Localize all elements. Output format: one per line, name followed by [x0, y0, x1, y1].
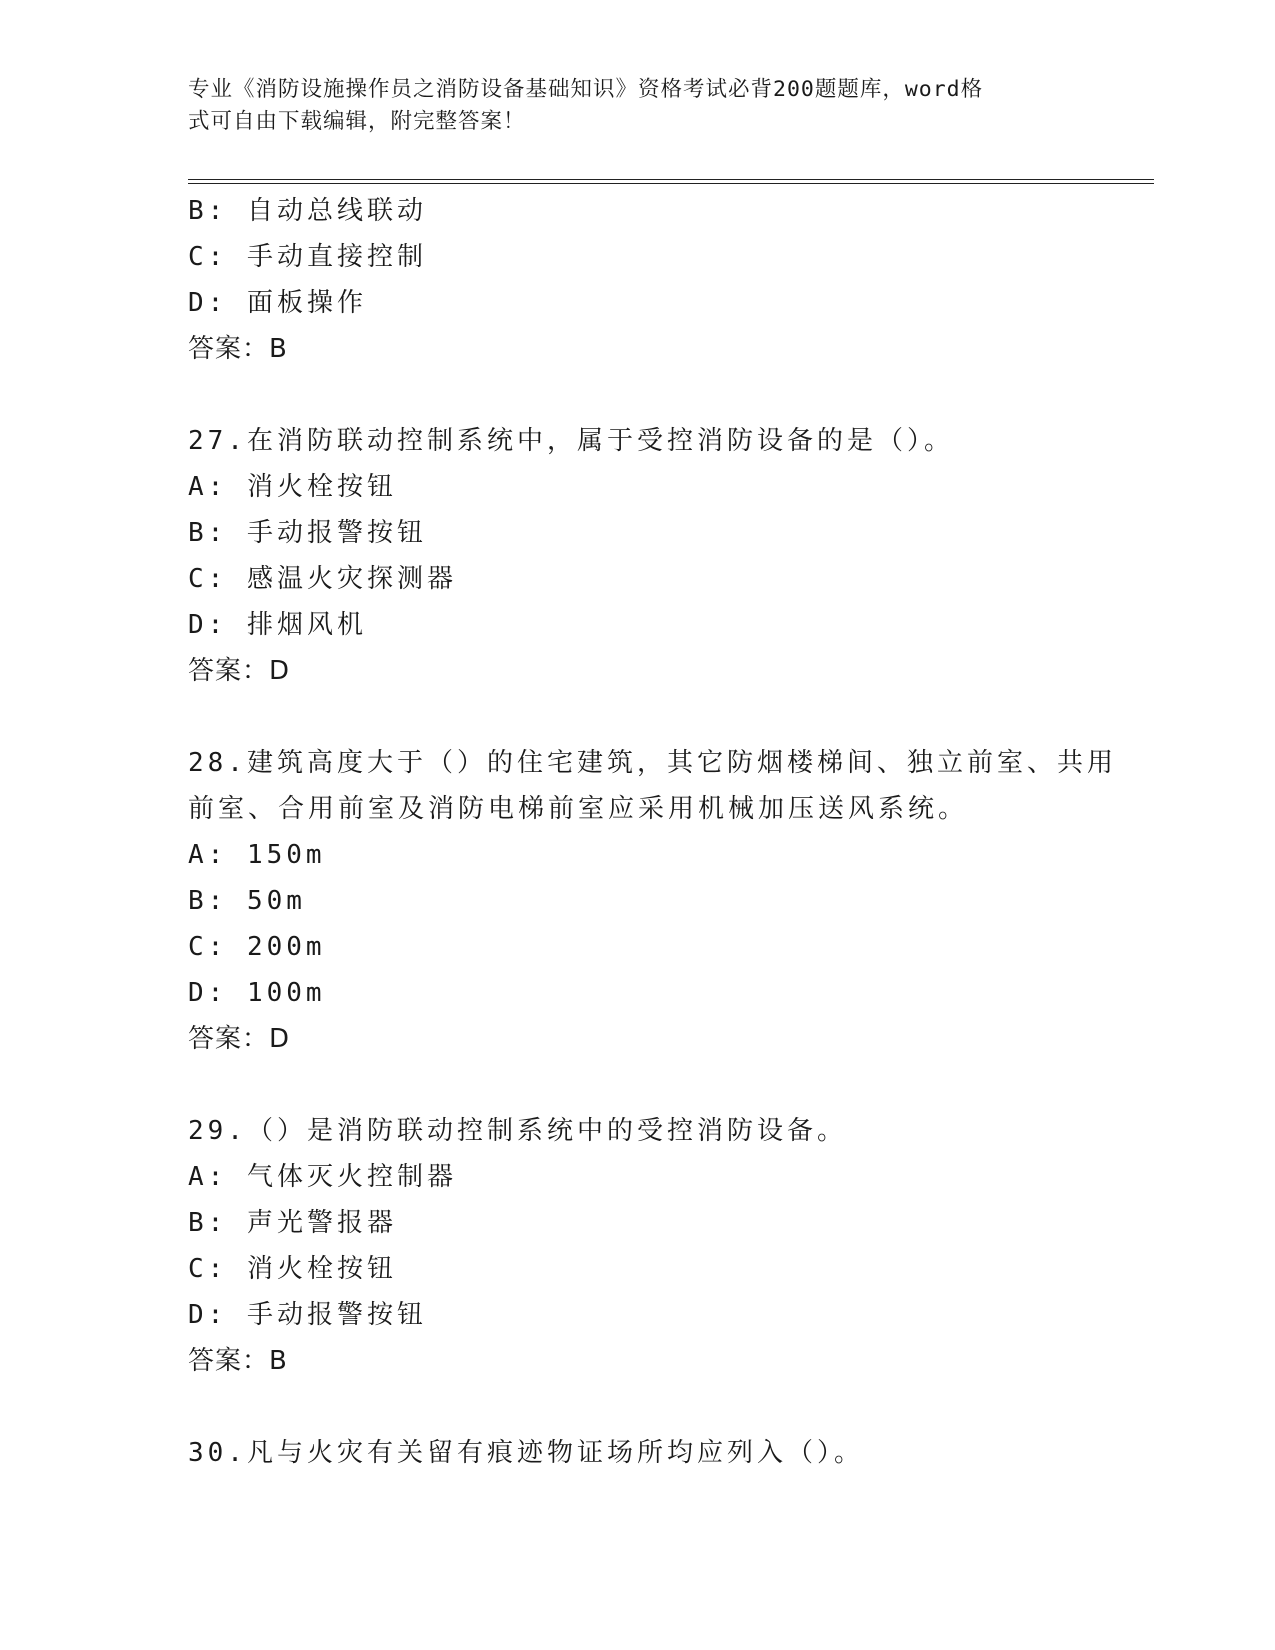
option-c-29: C: 消火栓按钮 [188, 1254, 397, 1284]
document-header [188, 74, 1068, 138]
option-c-27: C: 感温火灾探测器 [188, 564, 457, 594]
option-b-29: B: 声光警报器 [188, 1208, 397, 1238]
header-line-2: 式可自由下载编辑，附完整答案！ [188, 109, 526, 134]
question-27: 27.在消防联动控制系统中，属于受控消防设备的是（）。 [188, 426, 954, 456]
option-d-29: D: 手动报警按钮 [188, 1300, 427, 1330]
option-a-28: A: 150m [188, 840, 326, 870]
option-c-26: C: 手动直接控制 [188, 242, 427, 272]
question-30: 30.凡与火灾有关留有痕迹物证场所均应列入（）。 [188, 1438, 864, 1468]
option-d-27: D: 排烟风机 [188, 610, 367, 640]
spacer [188, 372, 1088, 418]
question-28-line-1: 28.建筑高度大于（）的住宅建筑，其它防烟楼梯间、独立前室、共用 [188, 748, 1117, 778]
question-29: 29.（）是消防联动控制系统中的受控消防设备。 [188, 1116, 847, 1146]
spacer [188, 1384, 1088, 1430]
spacer [188, 1062, 1088, 1108]
question-28-line-2: 前室、合用前室及消防电梯前室应采用机械加压送风系统。 [188, 794, 969, 824]
option-b-27: B: 手动报警按钮 [188, 518, 427, 548]
header-rule-top [188, 179, 1154, 180]
answer-29: 答案：B [188, 1346, 288, 1376]
option-a-29: A: 气体灭火控制器 [188, 1162, 457, 1192]
option-d-26: D: 面板操作 [188, 288, 367, 318]
answer-28: 答案：D [188, 1024, 291, 1054]
option-b-26: B: 自动总线联动 [188, 196, 427, 226]
option-c-28: C: 200m [188, 932, 326, 962]
spacer [188, 694, 1088, 740]
header-rule-bottom [188, 183, 1154, 184]
answer-26: 答案：B [188, 334, 288, 364]
header-line-1: 专业《消防设施操作员之消防设备基础知识》资格考试必背200题题库，word格 [188, 77, 984, 102]
option-b-28: B: 50m [188, 886, 306, 916]
option-a-27: A: 消火栓按钮 [188, 472, 397, 502]
option-d-28: D: 100m [188, 978, 326, 1008]
question-list [188, 188, 1117, 1476]
answer-27: 答案：D [188, 656, 291, 686]
